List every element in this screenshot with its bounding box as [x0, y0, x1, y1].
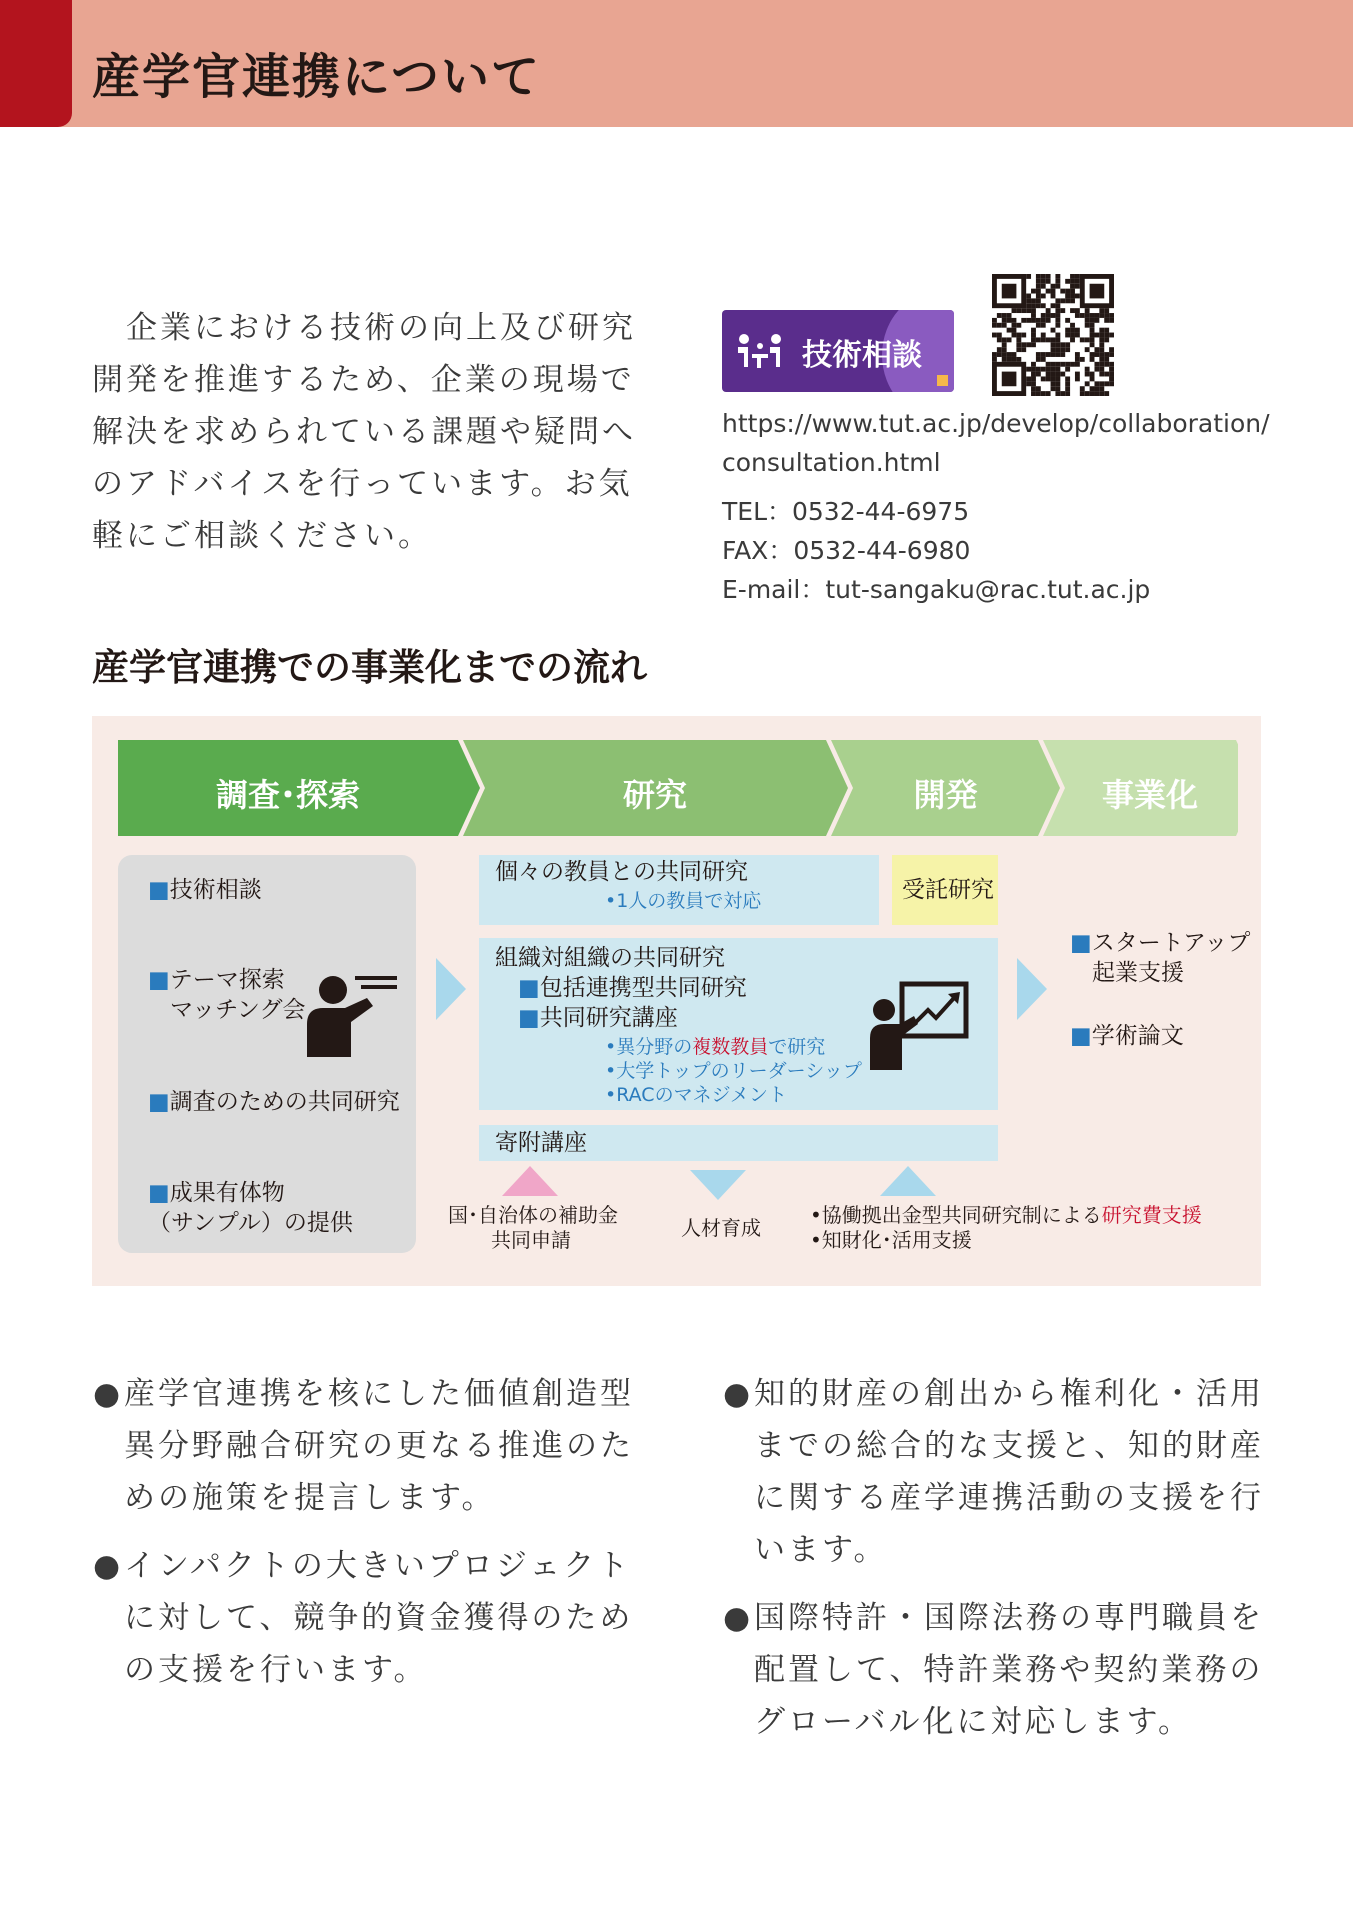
external-link-icon — [937, 375, 948, 386]
tel-number: TEL：0532-44-6975 — [722, 497, 970, 526]
qr-code-icon[interactable] — [992, 274, 1114, 396]
left-item-consultation: ■技術相談 — [148, 877, 262, 903]
square-marker-icon: ■ — [518, 975, 540, 1001]
bullet-right-1: ●知的財産の創出から権利化・活用までの総合的な支援と、知的財産に関する産学連携活動の支援を行います。 — [754, 1368, 1274, 1576]
flow-arrow-icon — [436, 958, 466, 1020]
square-marker-icon: ■ — [148, 877, 170, 903]
page-title: 産学官連携について — [92, 49, 542, 105]
square-marker-icon: ■ — [148, 967, 170, 993]
square-marker-icon: ■ — [1070, 1023, 1092, 1049]
right-item-startup: ■スタートアップ 起業支援 — [1070, 930, 1251, 986]
stage-label-commercialization: 事業化 — [1101, 776, 1198, 814]
stage-arrows — [118, 740, 1238, 836]
flow-arrow-icon — [1017, 958, 1047, 1020]
down-triangle-blue-icon — [690, 1170, 746, 1200]
square-marker-icon: ■ — [1070, 930, 1092, 956]
comprehensive-research-item: ■包括連携型共同研究 — [518, 975, 747, 1001]
up-triangle-blue-icon — [880, 1166, 936, 1196]
bullet-dot-icon: ● — [723, 1376, 754, 1412]
stage-label-development: 開発 — [913, 776, 978, 814]
fax-number: FAX：0532-44-6980 — [722, 536, 971, 565]
email-address[interactable]: E-mail：tut-sangaku@rac.tut.ac.jp — [722, 575, 1151, 604]
people-meeting-icon — [734, 332, 794, 372]
stage-label-research: 研究 — [622, 776, 687, 814]
square-marker-icon: ■ — [148, 1180, 170, 1206]
presenter-icon — [305, 972, 400, 1057]
soshiki-note-1: •異分野の複数教員で研究 — [605, 1036, 826, 1058]
consultation-button-label: 技術相談 — [802, 338, 922, 373]
individual-research-note: •1人の教員で対応 — [605, 890, 762, 912]
joint-research-chair-item: ■共同研究講座 — [518, 1005, 678, 1031]
square-marker-icon: ■ — [518, 1005, 540, 1031]
header-accent-tab — [0, 0, 72, 127]
right-item-paper: ■学術論文 — [1070, 1023, 1184, 1049]
contract-research-label: 受託研究 — [902, 877, 994, 903]
individual-research-title: 個々の教員との共同研究 — [495, 859, 748, 885]
left-item-survey-research: ■調査のための共同研究 — [148, 1089, 400, 1115]
research-support-label: •協働拠出金型共同研究制による研究費支援 •知財化･活用支援 — [810, 1203, 1202, 1252]
bullet-left-1: ●産学官連携を核にした価値創造型異分野融合研究の更なる推進のための施策を提言します。 — [124, 1368, 644, 1524]
bullet-left-2: ●インパクトの大きいプロジェクトに対して、競争的資金獲得のための支援を行います。 — [124, 1540, 644, 1696]
consultation-button[interactable] — [722, 310, 954, 392]
left-item-matching: ■テーマ探索 マッチング会 — [148, 967, 306, 1023]
consultation-url[interactable]: https://www.tut.ac.jp/develop/collaboration/consultation.html — [722, 409, 1270, 477]
contact-info — [722, 404, 1282, 609]
presentation-chart-icon — [870, 980, 970, 1070]
endowed-chair-label: 寄附講座 — [495, 1130, 587, 1156]
bullet-dot-icon: ● — [93, 1376, 124, 1412]
square-marker-icon: ■ — [148, 1089, 170, 1115]
left-item-samples: ■成果有体物 （サンプル）の提供 — [148, 1180, 353, 1236]
up-triangle-pink-icon — [502, 1166, 558, 1196]
bullet-dot-icon: ● — [723, 1600, 754, 1636]
subsidy-label: 国･自治体の補助金 共同申請 — [448, 1203, 618, 1252]
bullet-dot-icon: ● — [93, 1548, 124, 1584]
soshiki-note-2: •大学トップのリーダーシップ — [605, 1060, 862, 1082]
bullet-right-2: ●国際特許・国際法務の専門職員を配置して、特許業務や契約業務のグローバル化に対応します。 — [754, 1592, 1274, 1748]
stage-label-survey: 調査･探索 — [215, 776, 360, 814]
intro-text: 企業における技術の向上及び研究開発を推進するため、企業の現場で解決を求められている課題や疑問へのアドバイスを行っています。お気軽にご相談ください。 — [92, 310, 636, 554]
soshiki-note-3: •RACのマネジメント — [605, 1084, 787, 1106]
organizational-research-title: 組織対組織の共同研究 — [495, 945, 725, 971]
flow-section-title: 産学官連携での事業化までの流れ — [92, 646, 647, 689]
hr-development-label: 人材育成 — [681, 1216, 761, 1240]
